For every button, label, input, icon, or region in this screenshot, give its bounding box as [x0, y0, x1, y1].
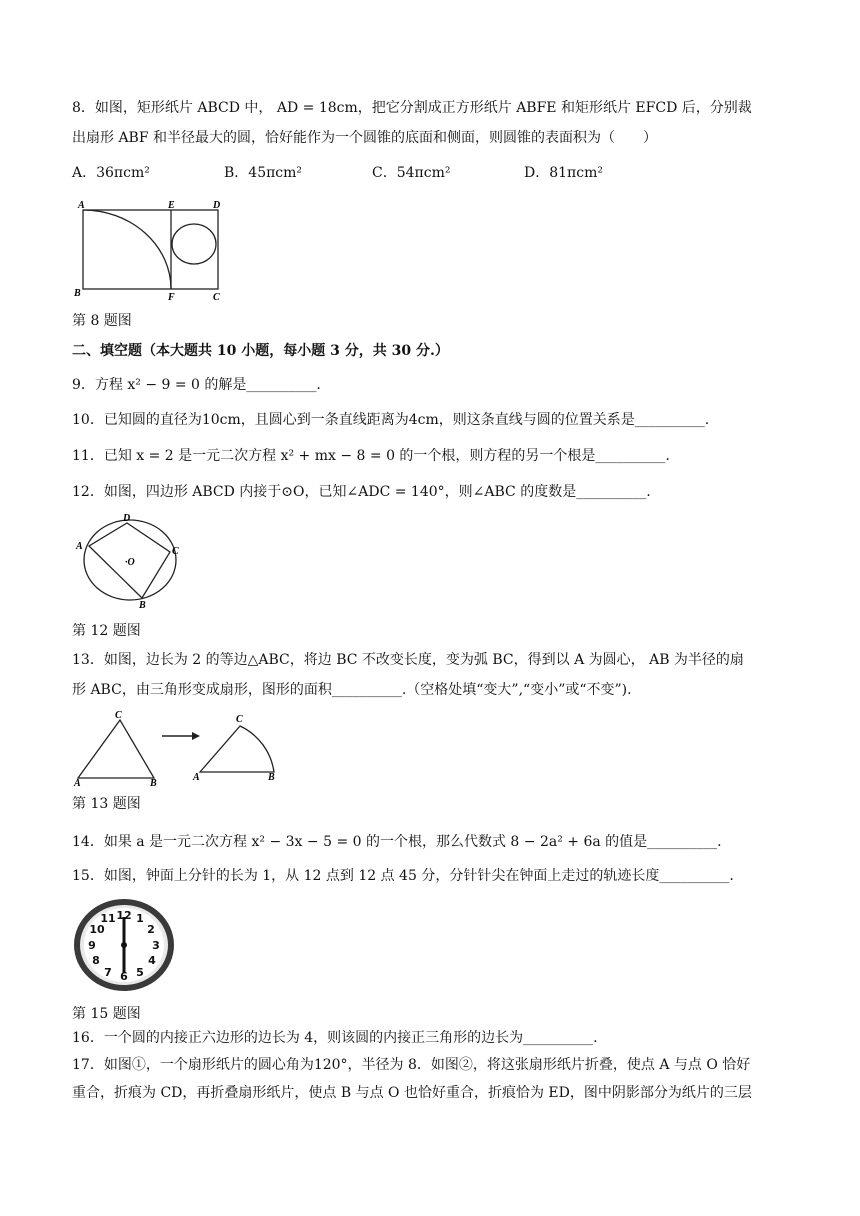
q13-label-a1: A: [74, 778, 81, 788]
q13-figure: [72, 706, 292, 788]
q13-caption: 第 13 题图: [72, 796, 141, 812]
q14-text: 14．如果 a 是一元二次方程 x² − 3x − 5 = 0 的一个根，那么代数式 8 − 2a² + 6a 的值是__________.: [72, 834, 722, 850]
q12-text: 12．如图，四边形 ABCD 内接于⊙O，已知∠ADC = 140°，则∠ABC 的度数是__________.: [72, 484, 651, 500]
clock-num-5: 5: [136, 966, 144, 979]
clock-num-9: 9: [88, 939, 96, 952]
q8-option-a: A．36πcm²: [72, 165, 150, 181]
q15-caption: 第 15 题图: [72, 1006, 141, 1022]
q8-option-c: C．54πcm²: [372, 165, 451, 181]
q8-option-b: B．45πcm²: [224, 165, 303, 181]
q17-text-line1: 17．如图①，一个扇形纸片的圆心角为120°，半径为 8．如图②，将这张扇形纸片折叠，使点 A 与点 O 恰好: [72, 1057, 751, 1073]
q15-text: 15．如图，钟面上分针的长为 1，从 12 点到 12 点 45 分，分针针尖在钟面上走过的轨迹长度__________.: [72, 868, 734, 884]
clock-num-3: 3: [152, 939, 160, 952]
clock-num-4: 4: [148, 954, 156, 967]
q8-label-c: C: [213, 292, 220, 303]
q12-caption: 第 12 题图: [72, 623, 141, 639]
q15-clock-figure: [72, 897, 176, 993]
q8-label-b: B: [74, 288, 81, 299]
clock-num-7: 7: [104, 966, 112, 979]
q13-label-c1: C: [115, 710, 122, 721]
q12-label-o: ·O: [125, 557, 135, 568]
q12-label-a: A: [76, 541, 83, 552]
q13-text-line2: 形 ABC，由三角形变成扇形，图形的面积__________.（空格处填“变大”,“变小”或“不变”).: [72, 682, 632, 698]
clock-num-2: 2: [147, 923, 155, 936]
q8-text-line2: 出扇形 ABF 和半径最大的圆，恰好能作为一个圆锥的底面和侧面，则圆锥的表面积为（ ）: [72, 130, 658, 146]
q13-label-b1: B: [150, 778, 157, 788]
q8-label-f: F: [168, 292, 175, 303]
q8-label-d: D: [213, 200, 221, 211]
q8-text-line1: 8．如图，矩形纸片 ABCD 中， AD = 18cm，把它分割成正方形纸片 ABFE 和矩形纸片 EFCD 后，分别裁: [72, 100, 752, 116]
q8-figure: [70, 198, 230, 304]
q16-text: 16．一个圆的内接正六边形的边长为 4，则该圆的内接正三角形的边长为__________.: [72, 1030, 598, 1046]
q13-label-b2: B: [268, 772, 275, 783]
clock-num-1: 1: [136, 912, 144, 925]
clock-num-6: 6: [120, 970, 128, 983]
q8-label-a: A: [78, 200, 85, 211]
q11-text: 11．已知 x = 2 是一元二次方程 x² + mx − 8 = 0 的一个根，则方程的另一个根是__________.: [72, 448, 670, 464]
q10-text: 10．已知圆的直径为10cm，且圆心到一条直线距离为4cm，则这条直线与圆的位置关系是__________.: [72, 412, 710, 428]
q13-label-a2: A: [193, 772, 200, 783]
section-title: 二、填空题（本大题共 10 小题，每小题 3 分，共 30 分.）: [72, 343, 449, 359]
arrow-icon: [162, 732, 200, 740]
q8-label-e: E: [168, 200, 175, 211]
q12-figure: [72, 510, 192, 610]
q12-label-d: D: [123, 513, 131, 524]
q13-label-c2: C: [236, 714, 243, 725]
q12-label-b: B: [139, 600, 146, 610]
q17-text-line2: 重合，折痕为 CD，再折叠扇形纸片，使点 B 与点 O 也恰好重合，折痕恰为 ED，图中阴影部分为纸片的三层: [72, 1085, 752, 1101]
q12-label-c: C: [172, 546, 179, 557]
clock-num-11: 11: [100, 912, 116, 925]
q9-text: 9．方程 x² − 9 = 0 的解是__________.: [72, 377, 321, 393]
clock-num-10: 10: [89, 923, 105, 936]
q8-option-d: D．81πcm²: [524, 165, 603, 181]
q13-text-line1: 13．如图，边长为 2 的等边△ABC，将边 BC 不改变长度，变为弧 BC，得到以 A 为圆心， AB 为半径的扇: [72, 652, 744, 668]
clock-num-8: 8: [92, 954, 100, 967]
q8-caption: 第 8 题图: [72, 313, 132, 329]
clock-num-12: 12: [116, 909, 132, 922]
